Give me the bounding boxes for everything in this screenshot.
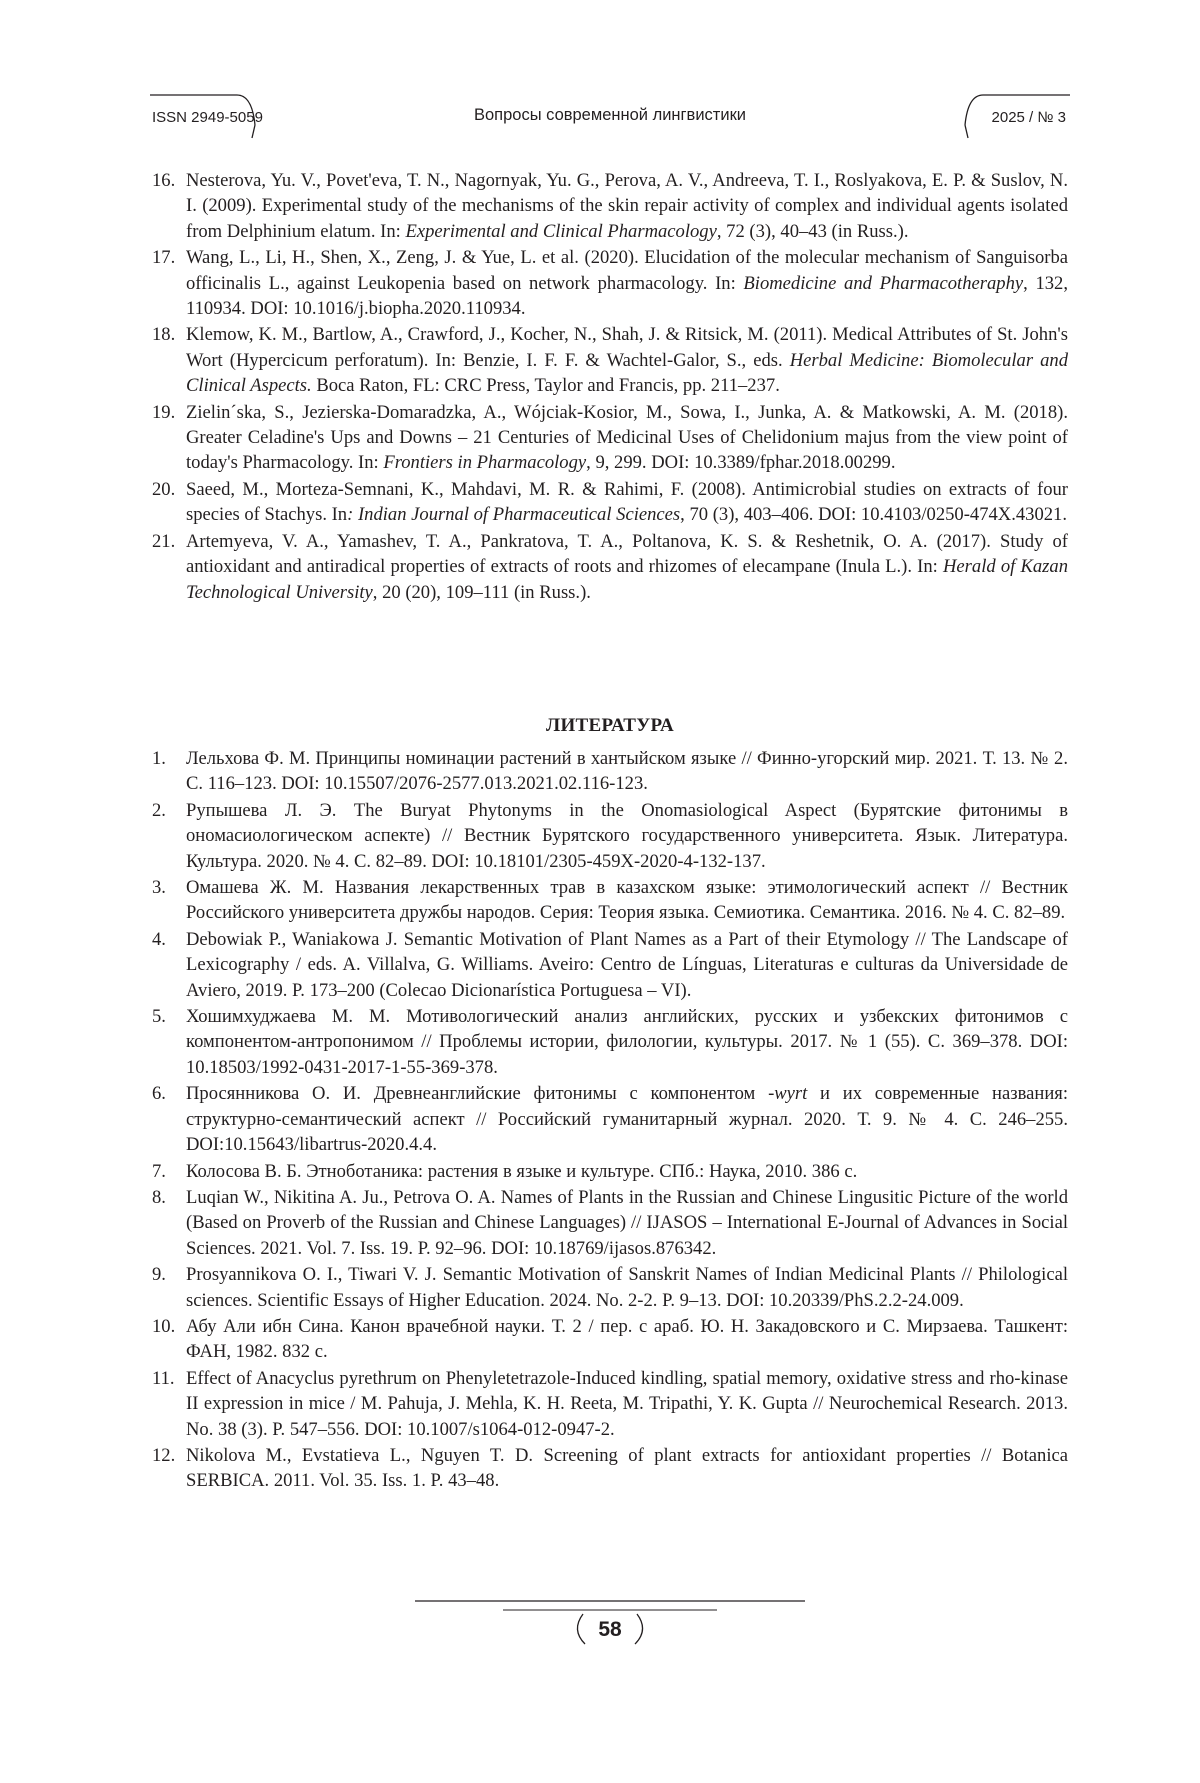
reference-item xyxy=(152,746,1068,797)
reference-text: Омашева Ж. М. Названия лекарственных трав в казахском языке: этимологический аспект // Вестник Российского университета дружбы народов. Серия: Теория языка. Семиотика. Семантика. 2016. № 4. С. 82–89. xyxy=(186,877,1068,923)
reference-source-title: : Indian Journal of Pharmaceutical Sciences xyxy=(347,504,680,525)
reference-number: 7. xyxy=(152,1159,166,1184)
reference-item xyxy=(152,400,1068,476)
reference-source-title: Frontiers in Pharmacology xyxy=(383,452,586,473)
reference-text: Просянникова О. И. Древнеанглийские фитонимы с компонентом xyxy=(186,1083,768,1104)
reference-number: 16. xyxy=(152,168,175,193)
reference-number: 8. xyxy=(152,1185,166,1210)
reference-number: 11. xyxy=(152,1366,175,1391)
issue-label: 2025 / № 3 xyxy=(992,109,1066,126)
reference-item xyxy=(152,1081,1068,1157)
reference-number: 10. xyxy=(152,1314,175,1339)
reference-text: Boca Raton, FL: CRC Press, Taylor and Francis, pp. 211–237. xyxy=(312,375,780,396)
reference-source-title: Biomedicine and Pharmacotheraphy xyxy=(743,273,1023,294)
reference-source-title: Experimental and Clinical Pharmacology xyxy=(405,221,716,242)
reference-item xyxy=(152,1004,1068,1080)
reference-number: 21. xyxy=(152,529,175,554)
reference-item xyxy=(152,1366,1068,1442)
reference-text: Nesterova, Yu. V., Povet'eva, T. N., Nagornyak, Yu. G., Perova, A. V., Andreeva, T. I., Roslyakova, E. P. & Suslov, N. I. (2009). Experimental study of the mechanisms of the skin repair activity of complex and individual agents isolated from Delphinium elatum. In: xyxy=(186,170,1068,242)
section-title-literature: ЛИТЕРАТУРА xyxy=(152,715,1068,737)
page-number: 58 xyxy=(415,1618,805,1642)
reference-source-title: -wyrt xyxy=(768,1083,807,1104)
reference-item xyxy=(152,1262,1068,1313)
reference-text: Zielin´ska, S., Jezierska-Domaradzka, A., Wójciak-Kosior, M., Sowa, I., Junka, A. & Matkowski, A. M. (2018). Greater Celadine's Ups and Downs – 21 Centuries of Medicinal Uses of Chelidonium majus from the view point of today's Pharmacology. In: xyxy=(186,402,1068,474)
reference-item xyxy=(152,168,1068,244)
reference-text: , 9, 299. DOI: 10.3389/fphar.2018.00299. xyxy=(586,452,895,473)
reference-item xyxy=(152,798,1068,874)
reference-item xyxy=(152,322,1068,398)
running-header xyxy=(150,85,1070,139)
reference-text: Klemow, K. M., Bartlow, A., Crawford, J., Kocher, N., Shah, J. & Ritsick, M. (2011). Medical Attributes of St. John's Wort (Hypercicum perforatum). In: Benzie, I. F. F. & Wachtel-Galor, S., eds. xyxy=(186,324,1068,370)
journal-title: Вопросы современной лингвистики xyxy=(150,106,1070,125)
reference-text: Абу Али ибн Сина. Канон врачебной науки. Т. 2 / пер. с араб. Ю. Н. Закадовского и С. Мирзаева. Ташкент: ФАН, 1982. 832 с. xyxy=(186,1316,1068,1362)
reference-text: Nikolova M., Evstatieva L., Nguyen T. D. Screening of plant extracts for antioxidant properties // Botanica SERBICA. 2011. Vol. 35. Iss. 1. P. 43–48. xyxy=(186,1445,1068,1491)
reference-text: Рупышева Л. Э. The Buryat Phytonyms in the Onomasiological Aspect (Бурятские фитонимы в ономасиологическом аспекте) // Вестник Бурятского государственного университета. Язык. Литература. Культура. 2020. № 4. С. 82–89. DOI: 10.18101/2305-459X-2020-4-132-137. xyxy=(186,800,1068,872)
reference-number: 18. xyxy=(152,322,175,347)
reference-number: 20. xyxy=(152,477,175,502)
reference-text: Saeed, M., Morteza-Semnani, K., Mahdavi, M. R. & Rahimi, F. (2008). Antimicrobial studies on extracts of four species of Stachys. In xyxy=(186,479,1068,525)
reference-text: Колосова В. Б. Этноботаника: растения в языке и культуре. СПб.: Наука, 2010. 386 с. xyxy=(186,1161,857,1182)
reference-source-title: Herald of Kazan Technological University xyxy=(186,556,1068,602)
reference-number: 17. xyxy=(152,245,175,270)
reference-number: 3. xyxy=(152,875,166,900)
reference-source-title: Herbal Medicine: Biomolecular and Clinical Aspects. xyxy=(186,350,1068,396)
issn-label: ISSN 2949-5059 xyxy=(152,109,263,126)
reference-text: Хошимхуджаева М. М. Мотивологический анализ английских, русских и узбекских фитонимов с компонентом-антропонимом // Проблемы истории, филологии, культуры. 2017. № 1 (55). С. 369–378. DOI: 10.18503/1992-0431-2017-1-55-369-378. xyxy=(186,1006,1068,1078)
reference-text: и их современные названия: структурно-семантический аспект // Российский гуманитарный журнал. 2020. Т. 9. № 4. С. 246–255. DOI:10.15643/libartrus-2020.4.4. xyxy=(186,1083,1068,1155)
reference-number: 9. xyxy=(152,1262,166,1287)
reference-item xyxy=(152,875,1068,926)
reference-item xyxy=(152,245,1068,321)
references-russian-list xyxy=(152,746,1068,1495)
reference-text: , 20 (20), 109–111 (in Russ.). xyxy=(373,582,591,603)
reference-item xyxy=(152,1159,1068,1184)
reference-number: 19. xyxy=(152,400,175,425)
reference-text: , 132, 110934. DOI: 10.1016/j.biopha.2020.110934. xyxy=(186,273,1068,319)
reference-number: 4. xyxy=(152,927,166,952)
reference-text: Debowiak P., Waniakowa J. Semantic Motivation of Plant Names as a Part of their Etymology // The Landscape of Lexicography / eds. A. Villalva, G. Williams. Aveiro: Centro de Línguas, Literaturas e culturas da Universidade de Aviero, 2019. P. 173–200 (Colecao Dicionarística Portuguesa – VI). xyxy=(186,929,1068,1001)
page-footer xyxy=(415,1600,805,1650)
reference-text: Artemyeva, V. A., Yamashev, T. A., Pankratova, T. A., Poltanova, K. S. & Reshetnik, O. A. (2017). Study of antioxidant and antiradical properties of extracts of roots and rhizomes of elecampane (Inula L.). In: xyxy=(186,531,1068,577)
reference-number: 12. xyxy=(152,1443,175,1468)
reference-text: Prosyannikova O. I., Tiwari V. J. Semantic Motivation of Sanskrit Names of Indian Medicinal Plants // Philological sciences. Scientific Essays of Higher Education. 2024. No. 2-2. P. 9–13. DOI: 10.20339/PhS.2.2-24.009. xyxy=(186,1264,1068,1310)
reference-item xyxy=(152,1443,1068,1494)
reference-number: 5. xyxy=(152,1004,166,1029)
reference-number: 6. xyxy=(152,1081,166,1106)
reference-text: , 72 (3), 40–43 (in Russ.). xyxy=(717,221,909,242)
reference-item xyxy=(152,1185,1068,1261)
references-english-list xyxy=(152,168,1068,606)
reference-text: Luqian W., Nikitina A. Ju., Petrova O. A. Names of Plants in the Russian and Chinese Lingusitic Picture of the world (Based on Proverb of the Russian and Chinese Languages) // IJASOS – International E-Journal of Advances in Social Sciences. 2021. Vol. 7. Iss. 19. P. 92–96. DOI: 10.18769/ijasos.876342. xyxy=(186,1187,1068,1259)
reference-text: , 70 (3), 403–406. DOI: 10.4103/0250-474X.43021. xyxy=(680,504,1067,525)
reference-text: Wang, L., Li, H., Shen, X., Zeng, J. & Yue, L. et al. (2020). Elucidation of the molecular mechanism of Sanguisorba officinalis L., against Leukopenia based on network pharmacology. In: xyxy=(186,247,1068,293)
reference-item xyxy=(152,1314,1068,1365)
reference-item xyxy=(152,529,1068,605)
reference-text: Effect of Anacyclus pyrethrum on Phenyletetrazole-Induced kindling, spatial memory, oxidative stress and rho-kinase II expression in mice / M. Pahuja, J. Mehla, K. H. Reeta, M. Tripathi, Y. K. Gupta // Neurochemical Research. 2013. No. 38 (3). P. 547–556. DOI: 10.1007/s1064-012-0947-2. xyxy=(186,1368,1068,1440)
reference-number: 2. xyxy=(152,798,166,823)
reference-text: Лельхова Ф. М. Принципы номинации растений в хантыйском языке // Финно-угорский мир. 2021. Т. 13. № 2. С. 116–123. DOI: 10.15507/2076-2577.013.2021.02.116-123. xyxy=(186,748,1068,794)
reference-item xyxy=(152,477,1068,528)
reference-item xyxy=(152,927,1068,1003)
reference-number: 1. xyxy=(152,746,166,771)
